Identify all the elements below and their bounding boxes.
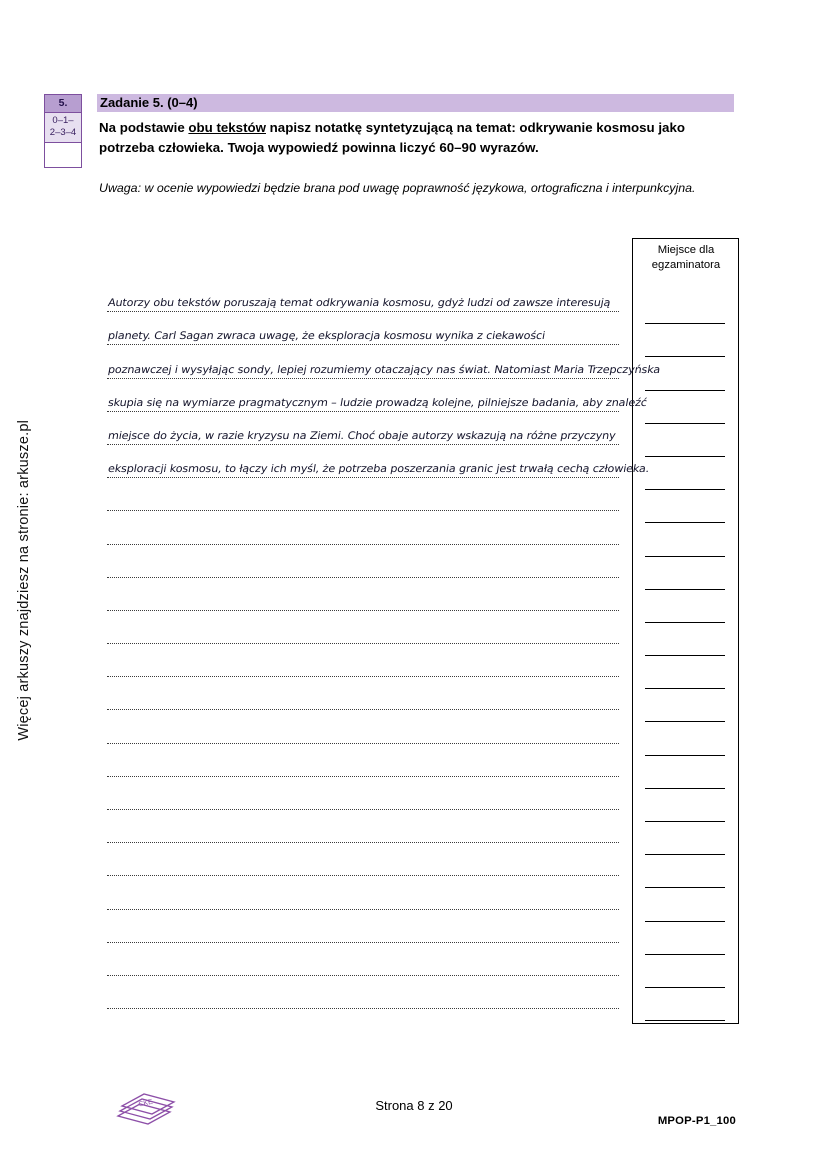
answer-line-rule [107, 709, 619, 710]
answer-line[interactable] [107, 682, 619, 715]
examiner-score-line[interactable] [645, 529, 725, 562]
answer-line-rule [107, 743, 619, 744]
task-instruction-part-1: Na podstawie [99, 120, 189, 135]
answer-line[interactable] [107, 749, 619, 782]
examiner-title-line-1: Miejsce dla [657, 244, 715, 256]
task-points-line-2: 2–3–4 [49, 126, 77, 138]
examiner-score-line[interactable] [645, 928, 725, 961]
footer-sheet-code: MPOP-P1_100 [657, 1115, 736, 1127]
answer-line-rule [107, 942, 619, 943]
answer-line[interactable] [107, 782, 619, 815]
task-title: Zadanie 5. (0–4) [100, 95, 198, 110]
task-points-scale [45, 113, 81, 143]
task-points-line-1: 0–1– [52, 115, 74, 126]
examiner-score-line[interactable] [645, 728, 725, 761]
answer-line[interactable] [107, 317, 619, 350]
examiner-score-line[interactable] [645, 430, 725, 463]
answer-line-rule [107, 577, 619, 578]
examiner-score-line[interactable] [645, 596, 725, 629]
examiner-score-line[interactable] [645, 330, 725, 363]
answer-line[interactable] [107, 649, 619, 682]
answer-line[interactable] [107, 583, 619, 616]
answer-line[interactable] [107, 981, 619, 1014]
answer-line-rule [107, 776, 619, 777]
task-instruction [99, 118, 739, 158]
answer-line[interactable] [107, 450, 651, 483]
answer-line[interactable] [107, 550, 619, 583]
examiner-score-line[interactable] [645, 397, 725, 430]
answer-line[interactable] [107, 848, 619, 881]
answer-line[interactable] [107, 284, 619, 317]
examiner-score-line[interactable] [645, 463, 725, 496]
examiner-score-line[interactable] [645, 297, 725, 330]
answer-line-rule [107, 1008, 619, 1009]
examiner-score-line[interactable] [645, 828, 725, 861]
examiner-score-line[interactable] [645, 662, 725, 695]
examiner-score-lines [645, 297, 725, 1027]
answer-line-rule [107, 676, 619, 677]
answer-line-rule [107, 975, 619, 976]
answer-line[interactable] [107, 715, 619, 748]
answer-line-rule [107, 444, 619, 445]
answer-line-rule [107, 909, 619, 910]
answer-handwriting-text: Autorzy obu tekstów poruszają temat odkrywania kosmosu, gdyż ludzi od zawsze interesują [107, 297, 612, 310]
task-points-empty-cell [45, 143, 81, 167]
answer-line-rule [107, 477, 619, 478]
task-number: 5. [45, 95, 81, 113]
task-instruction-part-2: napisz notatkę syntetyzującą na temat: odkrywanie kosmosu jako potrzeba człowieka. Twoja wypowiedź powinna liczyć 60–90 wyrazów. [99, 120, 685, 156]
answer-line[interactable] [107, 384, 648, 417]
answer-handwriting-text: eksploracji kosmosu, to łączy ich myśl, że potrzeba poszerzania granic jest trwałą cechą człowieka. [107, 463, 651, 476]
examiner-box-title [636, 243, 736, 272]
answer-line[interactable] [107, 815, 619, 848]
answer-line[interactable] [107, 915, 619, 948]
task-note: Uwaga: w ocenie wypowiedzi będzie brana pod uwagę poprawność językowa, ortograficzna i interpunkcyjna. [99, 181, 696, 195]
answer-handwriting-text: skupia się na wymiarze pragmatycznym – ludzie prowadzą kolejne, pilniejsze badania, aby znaleźć [107, 396, 648, 409]
answer-line[interactable] [107, 616, 619, 649]
answer-line-rule [107, 643, 619, 644]
answer-line-rule [107, 311, 619, 312]
examiner-title-line-2: egzaminatora [651, 258, 721, 271]
answer-line-rule [107, 510, 619, 511]
side-note-arkusze: Więcej arkuszy znajdziesz na stronie: arkusze.pl [16, 420, 32, 741]
answer-handwriting-text: miejsce do życia, w razie kryzysu na Ziemi. Choć obaje autorzy wskazują na różne przyczyny [107, 429, 617, 442]
examiner-score-line[interactable] [645, 994, 725, 1027]
examiner-score-line[interactable] [645, 496, 725, 529]
task-number-box [44, 94, 82, 168]
answer-handwriting-text: poznawczej i wysyłając sondy, lepiej rozumiemy otaczający nas świat. Natomiast Maria Trzepczyńska [107, 363, 662, 376]
answer-line[interactable] [107, 417, 619, 450]
svg-text:CKE: CKE [137, 1098, 154, 1109]
answer-line-rule [107, 875, 619, 876]
examiner-score-line[interactable] [645, 861, 725, 894]
footer-page-number: Strona 8 z 20 [375, 1098, 453, 1113]
answer-line-rule [107, 842, 619, 843]
examiner-score-line[interactable] [645, 762, 725, 795]
answer-line-rule [107, 344, 619, 345]
answer-line-rule [107, 378, 619, 379]
answer-line[interactable] [107, 516, 619, 549]
answer-handwriting-text: planety. Carl Sagan zwraca uwagę, że eksploracja kosmosu wynika z ciekawości [107, 330, 547, 343]
task-instruction-underlined: obu tekstów [188, 120, 266, 135]
examiner-score-line[interactable] [645, 894, 725, 927]
answer-line[interactable] [107, 948, 619, 981]
answer-line[interactable] [107, 483, 619, 516]
answer-line-rule [107, 411, 619, 412]
answer-lines-area[interactable] [107, 284, 662, 1014]
examiner-score-line[interactable] [645, 795, 725, 828]
answer-line-rule [107, 544, 619, 545]
answer-line-rule [107, 610, 619, 611]
answer-line-rule [107, 809, 619, 810]
examiner-score-line[interactable] [645, 629, 725, 662]
answer-line[interactable] [107, 881, 619, 914]
answer-line[interactable] [107, 350, 662, 383]
examiner-score-line[interactable] [645, 695, 725, 728]
examiner-score-line[interactable] [645, 961, 725, 994]
examiner-score-line[interactable] [645, 563, 725, 596]
